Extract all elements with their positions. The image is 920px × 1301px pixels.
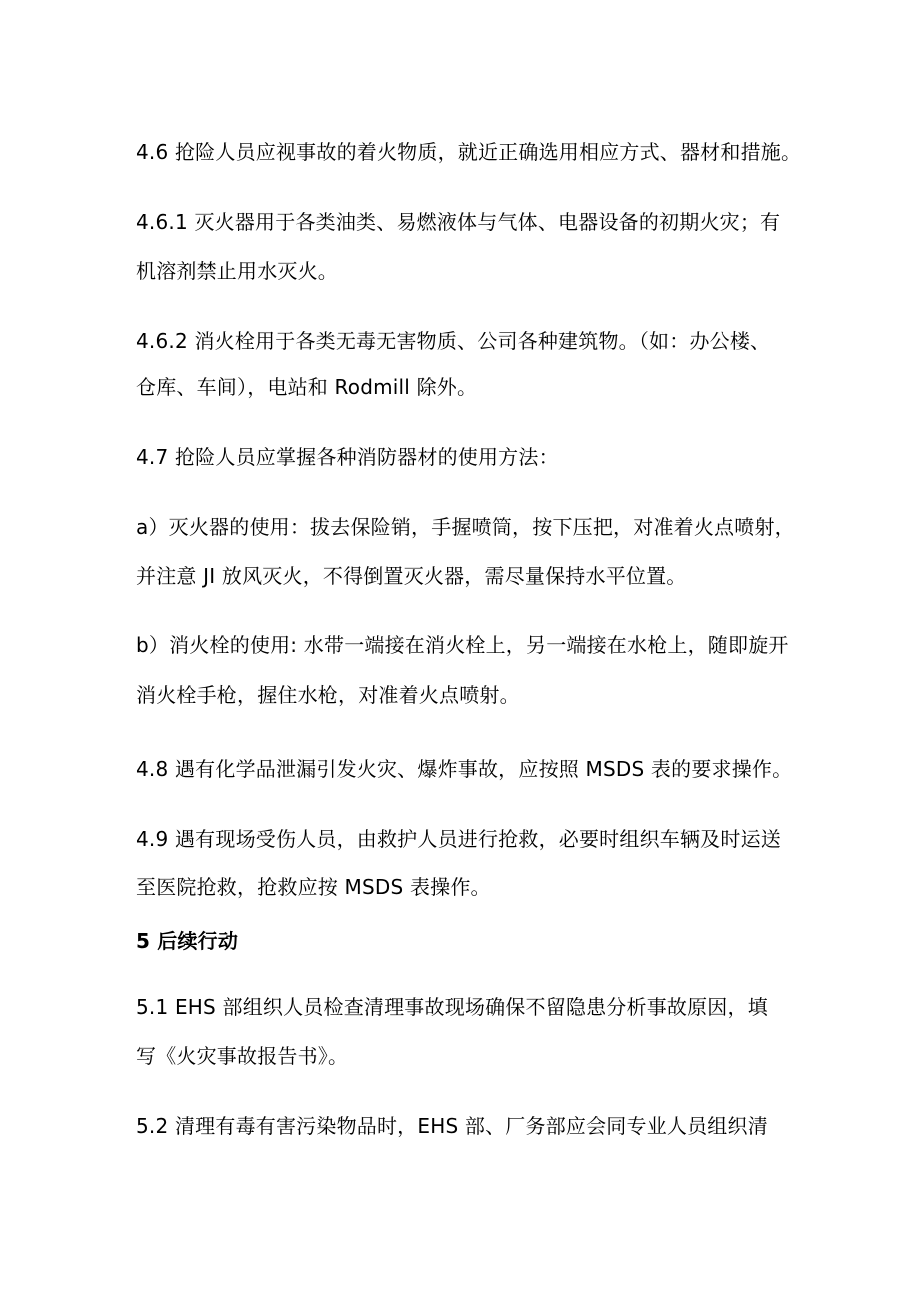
paragraph-4-6-1-line-2: 机溶剂禁止用水灭火。 (136, 259, 338, 283)
paragraph-4-9-line-2: 至医院抢救，抢救应按 MSDS 表操作。 (136, 875, 491, 899)
paragraph-5-1-line-1: 5.1 EHS 部组织人员检查清理事故现场确保不留隐患分析事故原因，填 (136, 995, 768, 1019)
item-a-line-1: a）灭火器的使用：拔去保险销，手握喷筒，按下压把，对准着火点喷射， (136, 515, 795, 539)
paragraph-5-2-line-1: 5.2 清理有毒有害污染物品时，EHS 部、厂务部应会同专业人员组织清 (136, 1114, 768, 1138)
paragraph-4-8: 4.8 遇有化学品泄漏引发火灾、爆炸事故，应按照 MSDS 表的要求操作。 (136, 757, 793, 781)
paragraph-4-6-2-line-1: 4.6.2 消火栓用于各类无毒无害物质、公司各种建筑物。（如：办公楼、 (136, 329, 771, 353)
paragraph-4-9-line-1: 4.9 遇有现场受伤人员，由救护人员进行抢救，必要时组织车辆及时运送 (136, 827, 781, 851)
paragraph-4-7: 4.7 抢险人员应掌握各种消防器材的使用方法： (136, 445, 559, 469)
paragraph-5-1-line-2: 写《火灾事故报告书》。 (136, 1044, 349, 1068)
item-a-line-2: 并注意 JI 放风灭火，不得倒置灭火器，需尽量保持水平位置。 (136, 564, 687, 588)
item-b-line-2: 消火栓手枪，握住水枪，对准着火点喷射。 (136, 683, 520, 707)
section-5-heading: 5 后续行动 (136, 929, 239, 953)
paragraph-4-6: 4.6 抢险人员应视事故的着火物质，就近正确选用相应方式、器材和措施。 (136, 140, 802, 164)
paragraph-4-6-1-line-1: 4.6.1 灭火器用于各类油类、易燃液体与气体、电器设备的初期火灾；有 (136, 210, 781, 234)
item-b-line-1: b）消火栓的使用: 水带一端接在消火栓上，另一端接在水枪上，随即旋开 (136, 633, 789, 657)
paragraph-4-6-2-line-2: 仓库、车间），电站和 Rodmill 除外。 (136, 375, 478, 399)
